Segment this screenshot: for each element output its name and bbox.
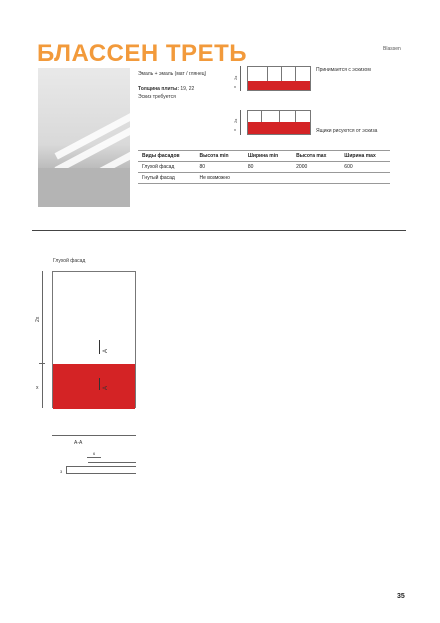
diagram-note-1: Принимается с эскизом: [316, 67, 371, 73]
table-header: Виды фасадов: [138, 151, 195, 162]
dim-x-label-1: x: [234, 84, 236, 89]
table-header: Высота min: [195, 151, 243, 162]
section-divider: [32, 230, 406, 231]
table-cell: 2000: [292, 162, 340, 173]
page-title: БЛАССЕН ТРЕТЬ: [37, 40, 247, 67]
table-cell: Глухой фасад: [138, 162, 195, 173]
table-cell: Не возможно: [195, 173, 243, 184]
diagram-note-2: Ящики рисуются от эскиза: [316, 128, 378, 134]
section-aa-label: А-А: [74, 440, 83, 446]
table-header: Высота max: [292, 151, 340, 162]
table-header: Ширина min: [244, 151, 292, 162]
facade-diagram-1: [247, 66, 311, 91]
dim-x-label-2: x: [234, 127, 236, 132]
brand-label: Blassen: [383, 46, 401, 52]
dim-2x-label-1: 2x: [233, 75, 238, 80]
red-drawer-area: [53, 364, 135, 409]
drawing-dim-x: x: [36, 385, 39, 391]
table-header: Ширина max: [340, 151, 390, 162]
facade-drawing: [52, 271, 136, 408]
section-dim-a: 6: [93, 451, 96, 456]
table-cell: 80: [244, 162, 292, 173]
section-dim-b: 3: [60, 469, 63, 474]
drawing-dim-2x: 2x: [35, 316, 41, 322]
table-row: [138, 173, 390, 184]
table-cell: [244, 173, 292, 184]
sketch-text: Эскиз требуется: [138, 94, 176, 100]
table-row: [138, 162, 390, 173]
section-marker-top: A: [103, 348, 109, 353]
table-cell: [292, 173, 340, 184]
drawing-label: Глухой фасад: [53, 258, 86, 264]
section-profile: [66, 466, 136, 474]
dim-2x-label-2: 2x: [233, 118, 238, 123]
material-text: Эмаль + эмаль (мат / глянец): [138, 71, 207, 77]
table-header-row: [138, 151, 390, 162]
section-marker-bottom: A: [103, 385, 109, 390]
table-cell: Гнутый фасад: [138, 173, 195, 184]
product-photo: [38, 68, 130, 207]
thickness-text: [138, 86, 194, 92]
facade-size-table: [138, 150, 390, 184]
table-cell: 80: [195, 162, 243, 173]
table-cell: 600: [340, 162, 390, 173]
thickness-label: Толщина плиты:: [138, 86, 179, 92]
page-number: 35: [397, 593, 405, 600]
thickness-value: 19, 22: [180, 86, 195, 92]
facade-diagram-2: [247, 110, 311, 135]
table-cell: [340, 173, 390, 184]
